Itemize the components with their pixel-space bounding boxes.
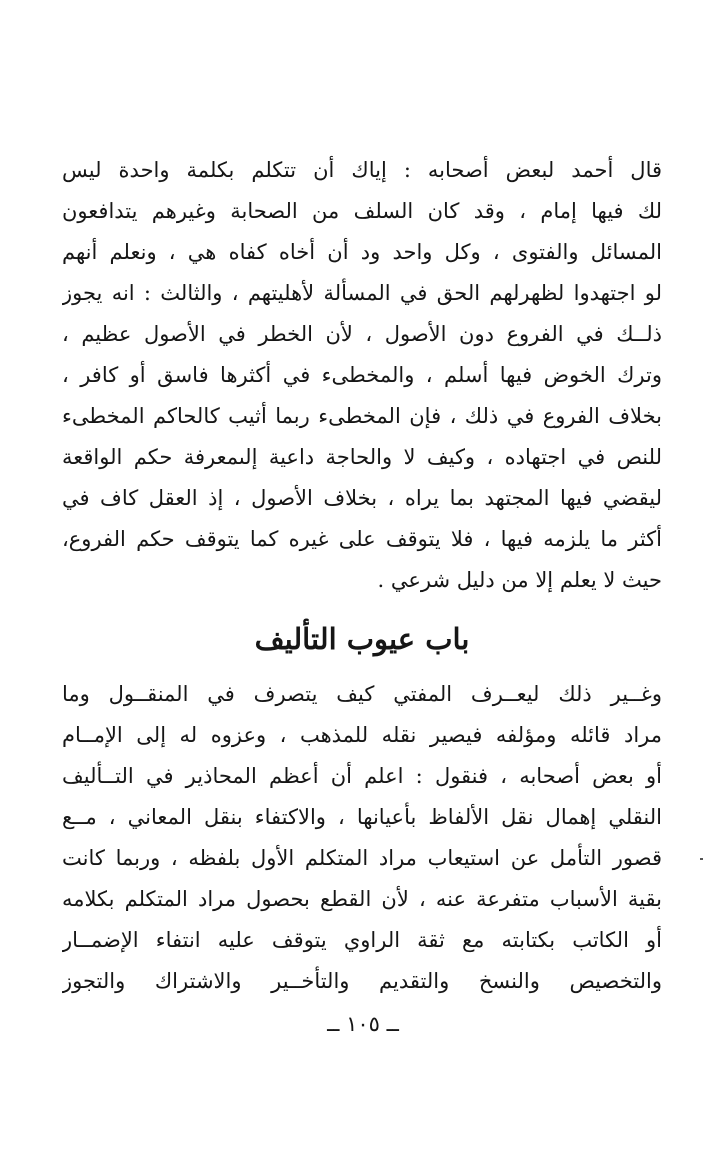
- text-line: أو بعض أصحابه ، فنقول : اعلم أن أعظم المحاذير في التــأليف: [62, 764, 662, 788]
- text-line: لو اجتهدوا لظهرلهم الحق في المسألة لأهليتهم ، والثالث : انه يجوز: [62, 281, 662, 305]
- text-line: المسائل والفتوى ، وكل واحد ود أن أخاه كفاه هي ، ونعلم أنهم: [62, 240, 662, 264]
- text-line: والتخصيص والنسخ والتقديم والتأخــير والاشتراك والتجوز: [62, 969, 662, 993]
- text-line: النقلي إهمال نقل الألفاظ بأعيانها ، والاكتفاء بنقل المعاني ، مــع: [62, 805, 662, 829]
- text-line: مراد قائله ومؤلفه فيصير نقله للمذهب ، وعزوه له إلى الإمــام: [62, 723, 662, 747]
- page-number: ــ ١٠٥ ــ: [327, 1012, 399, 1036]
- paragraph-1: [62, 150, 662, 601]
- text-line: بقية الأسباب متفرعة عنه ، لأن القطع بحصول مراد المتكلم بكلامه: [62, 887, 662, 911]
- text-line: قصور التأمل عن استيعاب مراد المتكلم الأول بلفظه ، وربما كانت: [62, 846, 662, 870]
- paragraph-2: [62, 674, 662, 1002]
- text-line: ليقضي فيها المجتهد بما يراه ، بخلاف الأصول ، إذ العقل كاف في: [62, 486, 662, 510]
- scan-speck: [700, 858, 703, 860]
- text-line: حيث لا يعلم إلا من دليل شرعي .: [377, 568, 662, 592]
- text-line: أكثر ما يلزمه فيها ، فلا يتوقف على غيره كما يتوقف حكم الفروع،: [62, 527, 662, 551]
- text-line: للنص في اجتهاده ، وكيف لا والحاجة داعية إلىمعرفة حكم الواقعة: [62, 445, 662, 469]
- text-line: بخلاف الفروع في ذلك ، فإن المخطىء ربما أثيب كالحاكم المخطىء: [62, 404, 662, 428]
- text-line: لك فيها إمام ، وقد كان السلف من الصحابة وغيرهم يتدافعون: [62, 199, 662, 223]
- text-line: أو الكاتب بكتابته مع ثقة الراوي يتوقف عليه انتفاء الإضمــار: [62, 928, 662, 952]
- text-line: ذلــك في الفروع دون الأصول ، لأن الخطر في الأصول عظيم ،: [62, 322, 662, 346]
- text-line: وترك الخوض فيها أسلم ، والمخطىء في أكثرها فاسق أو كافر ،: [62, 363, 662, 387]
- text-line: قال أحمد لبعض أصحابه : إياك أن تتكلم بكلمة واحدة ليس: [62, 158, 662, 182]
- text-line: وغــير ذلك ليعــرف المفتي كيف يتصرف في المنقــول وما: [62, 682, 662, 706]
- section-title: باب عيوب التأليف: [254, 622, 470, 656]
